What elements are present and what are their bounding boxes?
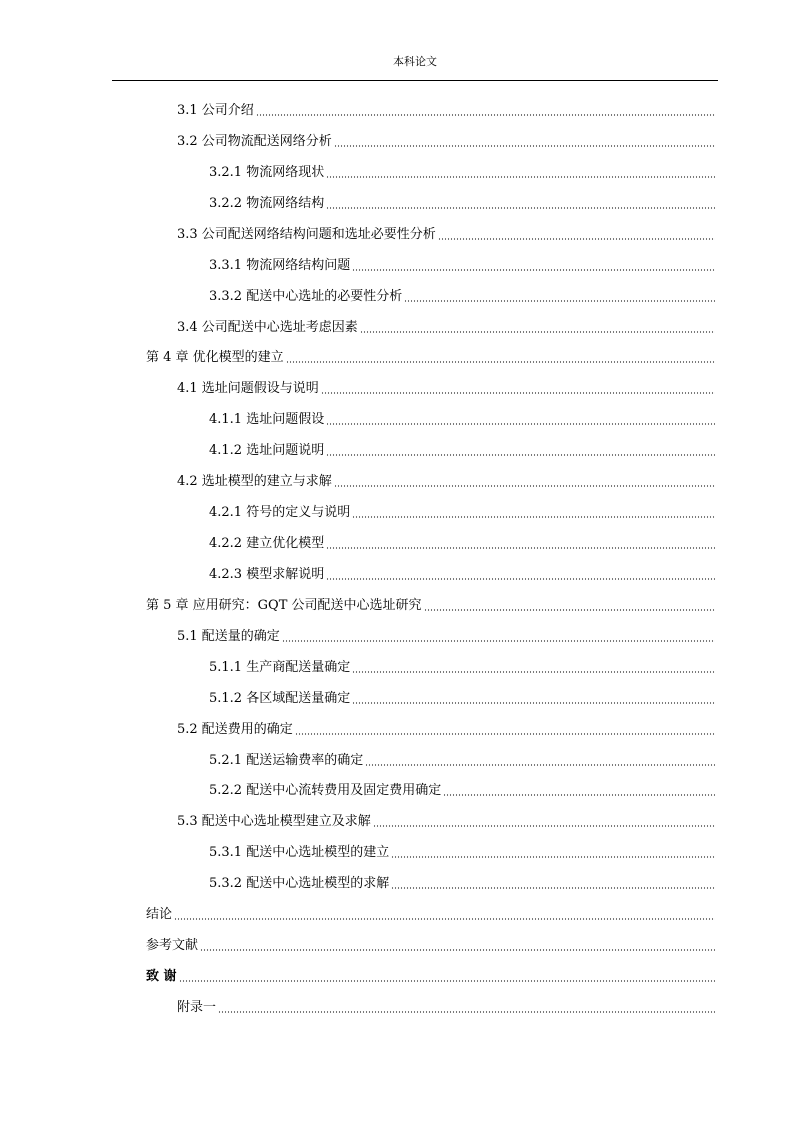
toc-entry-5-3-2[interactable] (209, 869, 715, 893)
toc-entry-label: 5.3.1 配送中心选址模型的建立 (209, 845, 390, 860)
toc-entry-label: 5.3.2 配送中心选址模型的求解 (209, 876, 390, 891)
toc-entry-label: 4.2 选址模型的建立与求解 (177, 474, 332, 489)
toc-entry-label: 3.4 公司配送中心选址考虑因素 (177, 320, 358, 335)
toc-entry-label: 4.2.1 符号的定义与说明 (209, 505, 351, 520)
toc-entry-5-1-2[interactable] (209, 684, 715, 708)
toc-entry-5-2-2[interactable] (209, 776, 715, 800)
toc-leader-dots (334, 485, 715, 487)
toc-entry-label: 5.1.2 各区域配送量确定 (209, 691, 351, 706)
toc-entry-3-2-1[interactable] (209, 158, 715, 182)
toc-entry-label: 3.2.2 物流网络结构 (209, 196, 325, 211)
toc-entry-4-2-1[interactable] (209, 498, 715, 522)
toc-entry-4-2[interactable] (177, 467, 715, 491)
toc-entry-label: 5.1 配送量的确定 (177, 629, 280, 644)
toc-entry-5-3[interactable] (177, 807, 715, 831)
toc-leader-dots (365, 764, 715, 766)
toc-entry-label: 3.2 公司物流配送网络分析 (177, 134, 332, 149)
toc-entry-label: 4.1.2 选址问题说明 (209, 443, 325, 458)
toc-leader-dots (179, 980, 715, 982)
toc-leader-dots (404, 300, 715, 302)
toc-leader-dots (326, 547, 715, 549)
toc-leader-dots (373, 825, 715, 827)
toc-entry-acknowledgements[interactable] (146, 962, 715, 986)
toc-leader-dots (443, 794, 715, 796)
toc-leader-dots (424, 609, 715, 611)
toc-entry-label: 5.1.1 生产商配送量确定 (209, 660, 351, 675)
toc-entry-references[interactable] (146, 931, 715, 955)
toc-leader-dots (174, 918, 715, 920)
toc-entry-label: 4.2.3 模型求解说明 (209, 567, 325, 582)
toc-entry-chapter-5[interactable] (146, 591, 715, 615)
toc-entry-3-2-2[interactable] (209, 189, 715, 213)
toc-leader-dots (352, 269, 715, 271)
toc-leader-dots (295, 733, 715, 735)
toc-leader-dots (326, 454, 715, 456)
toc-entry-conclusion[interactable] (146, 900, 715, 924)
toc-entry-4-1-1[interactable] (209, 405, 715, 429)
toc-entry-appendix-1[interactable] (177, 993, 715, 1017)
toc-entry-label: 3.1 公司介绍 (177, 103, 254, 118)
toc-entry-label: 4.1 选址问题假设与说明 (177, 381, 319, 396)
toc-entry-label: 4.1.1 选址问题假设 (209, 412, 325, 427)
toc-entry-chapter-4[interactable] (146, 343, 715, 367)
toc-entry-label: 第 4 章 优化模型的建立 (146, 350, 284, 365)
toc-entry-4-2-3[interactable] (209, 560, 715, 584)
toc-entry-label: 3.3 公司配送网络结构问题和选址必要性分析 (177, 227, 436, 242)
toc-entry-label: 第 5 章 应用研究：GQT 公司配送中心选址研究 (146, 598, 422, 613)
toc-leader-dots (334, 145, 715, 147)
toc-entry-label: 5.2 配送费用的确定 (177, 722, 293, 737)
toc-leader-dots (352, 671, 715, 673)
toc-entry-3-2[interactable] (177, 127, 715, 151)
toc-leader-dots (352, 516, 715, 518)
toc-entry-label: 结论 (146, 907, 173, 922)
toc-entry-label: 3.3.1 物流网络结构问题 (209, 258, 351, 273)
toc-leader-dots (286, 361, 715, 363)
toc-entry-label: 附录一 (177, 1000, 217, 1015)
toc-leader-dots (438, 238, 715, 240)
toc-entry-label: 4.2.2 建立优化模型 (209, 536, 325, 551)
toc-entry-3-3-1[interactable] (209, 251, 715, 275)
toc-entry-label: 参考文献 (146, 938, 199, 953)
toc-leader-dots (321, 392, 715, 394)
toc-entry-3-3[interactable] (177, 220, 715, 244)
toc-leader-dots (256, 114, 715, 116)
toc-entry-5-1-1[interactable] (209, 653, 715, 677)
toc-entry-3-1[interactable] (177, 96, 715, 120)
toc-entry-label: 致 谢 (146, 969, 177, 984)
toc-leader-dots (326, 423, 715, 425)
toc-leader-dots (391, 887, 715, 889)
toc-entry-5-2-1[interactable] (209, 746, 715, 770)
toc-leader-dots (326, 207, 715, 209)
toc-leader-dots (326, 578, 715, 580)
toc-entry-label: 5.3 配送中心选址模型建立及求解 (177, 814, 371, 829)
toc-entry-5-3-1[interactable] (209, 838, 715, 862)
toc-entry-label: 5.2.2 配送中心流转费用及固定费用确定 (209, 783, 442, 798)
toc-entry-5-1[interactable] (177, 622, 715, 646)
toc-leader-dots (360, 331, 715, 333)
toc-entry-label: 5.2.1 配送运输费率的确定 (209, 753, 364, 768)
toc-entry-3-3-2[interactable] (209, 282, 715, 306)
toc-leader-dots (352, 702, 715, 704)
toc-entry-4-1-2[interactable] (209, 436, 715, 460)
toc-leader-dots (218, 1011, 715, 1013)
toc-entry-5-2[interactable] (177, 715, 715, 739)
toc-entry-label: 3.2.1 物流网络现状 (209, 165, 325, 180)
toc-entry-3-4[interactable] (177, 313, 715, 337)
toc-entry-4-2-2[interactable] (209, 529, 715, 553)
toc-leader-dots (200, 949, 715, 951)
toc-leader-dots (282, 640, 715, 642)
header-title: 本科论文 (393, 55, 437, 68)
toc-leader-dots (326, 176, 715, 178)
toc-leader-dots (391, 856, 715, 858)
page-header (112, 54, 718, 81)
toc-entry-label: 3.3.2 配送中心选址的必要性分析 (209, 289, 403, 304)
toc-entry-4-1[interactable] (177, 374, 715, 398)
